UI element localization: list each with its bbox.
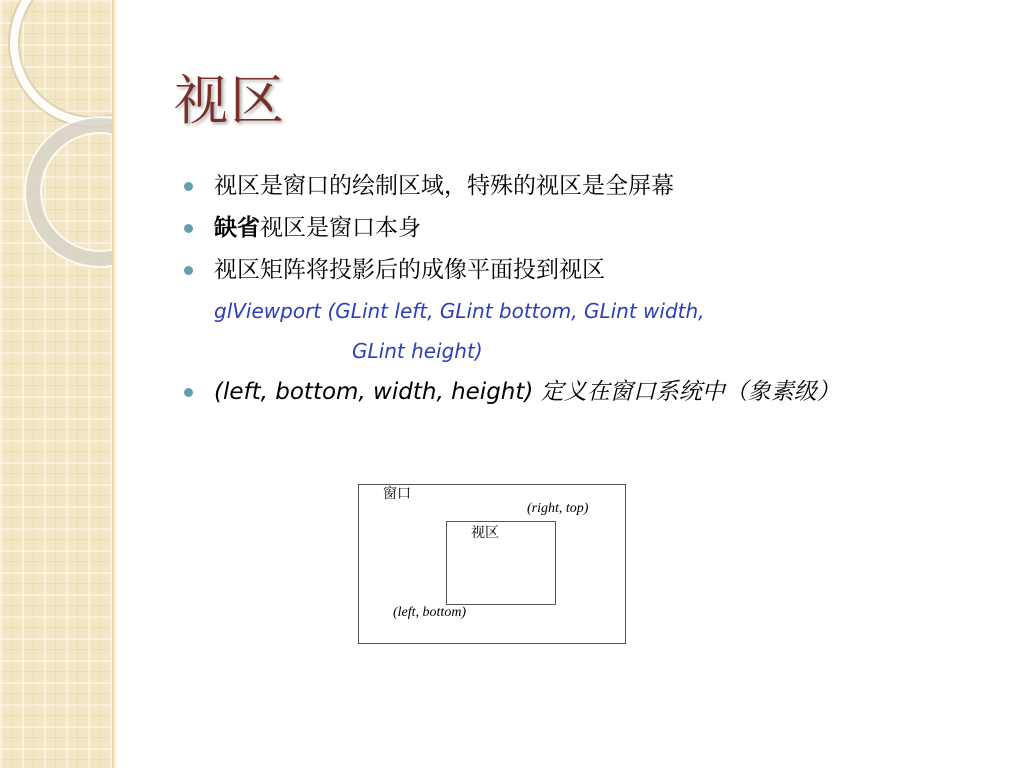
window-label: 窗口 — [383, 487, 411, 502]
bullet-item — [180, 249, 980, 291]
bullet-item — [180, 371, 980, 413]
bullet-suffix: 定义在窗口系统中（象素级） — [540, 379, 840, 405]
bullet-bold-prefix: 缺省 — [214, 215, 260, 241]
viewport-label: 视区 — [471, 526, 499, 541]
decorative-sidebar — [0, 0, 112, 768]
slide-content — [180, 165, 980, 413]
bullet-text: 视区是窗口的绘制区域，特殊的视区是全屏幕 — [214, 173, 674, 199]
sidebar-edge — [112, 0, 118, 768]
bullet-text: 视区矩阵将投影后的成像平面投到视区 — [214, 257, 605, 283]
right-top-label: (right, top) — [527, 501, 589, 516]
bullet-text: 视区是窗口本身 — [260, 215, 421, 241]
bullet-item — [180, 207, 980, 249]
code-line-1: glViewport (GLint left, GLint bottom, GLint width, — [214, 299, 705, 323]
left-bottom-label: (left, bottom) — [393, 605, 467, 620]
decorative-ring-top — [10, 0, 112, 126]
bullet-prefix: (left, bottom, width, height) — [214, 379, 534, 405]
viewport-diagram — [358, 484, 626, 644]
bullet-item — [180, 165, 980, 207]
slide-title: 视区 — [174, 69, 286, 132]
code-line-2: GLint height) — [352, 339, 483, 363]
viewport-box — [446, 521, 556, 605]
decorative-ring-bottom — [26, 118, 112, 266]
